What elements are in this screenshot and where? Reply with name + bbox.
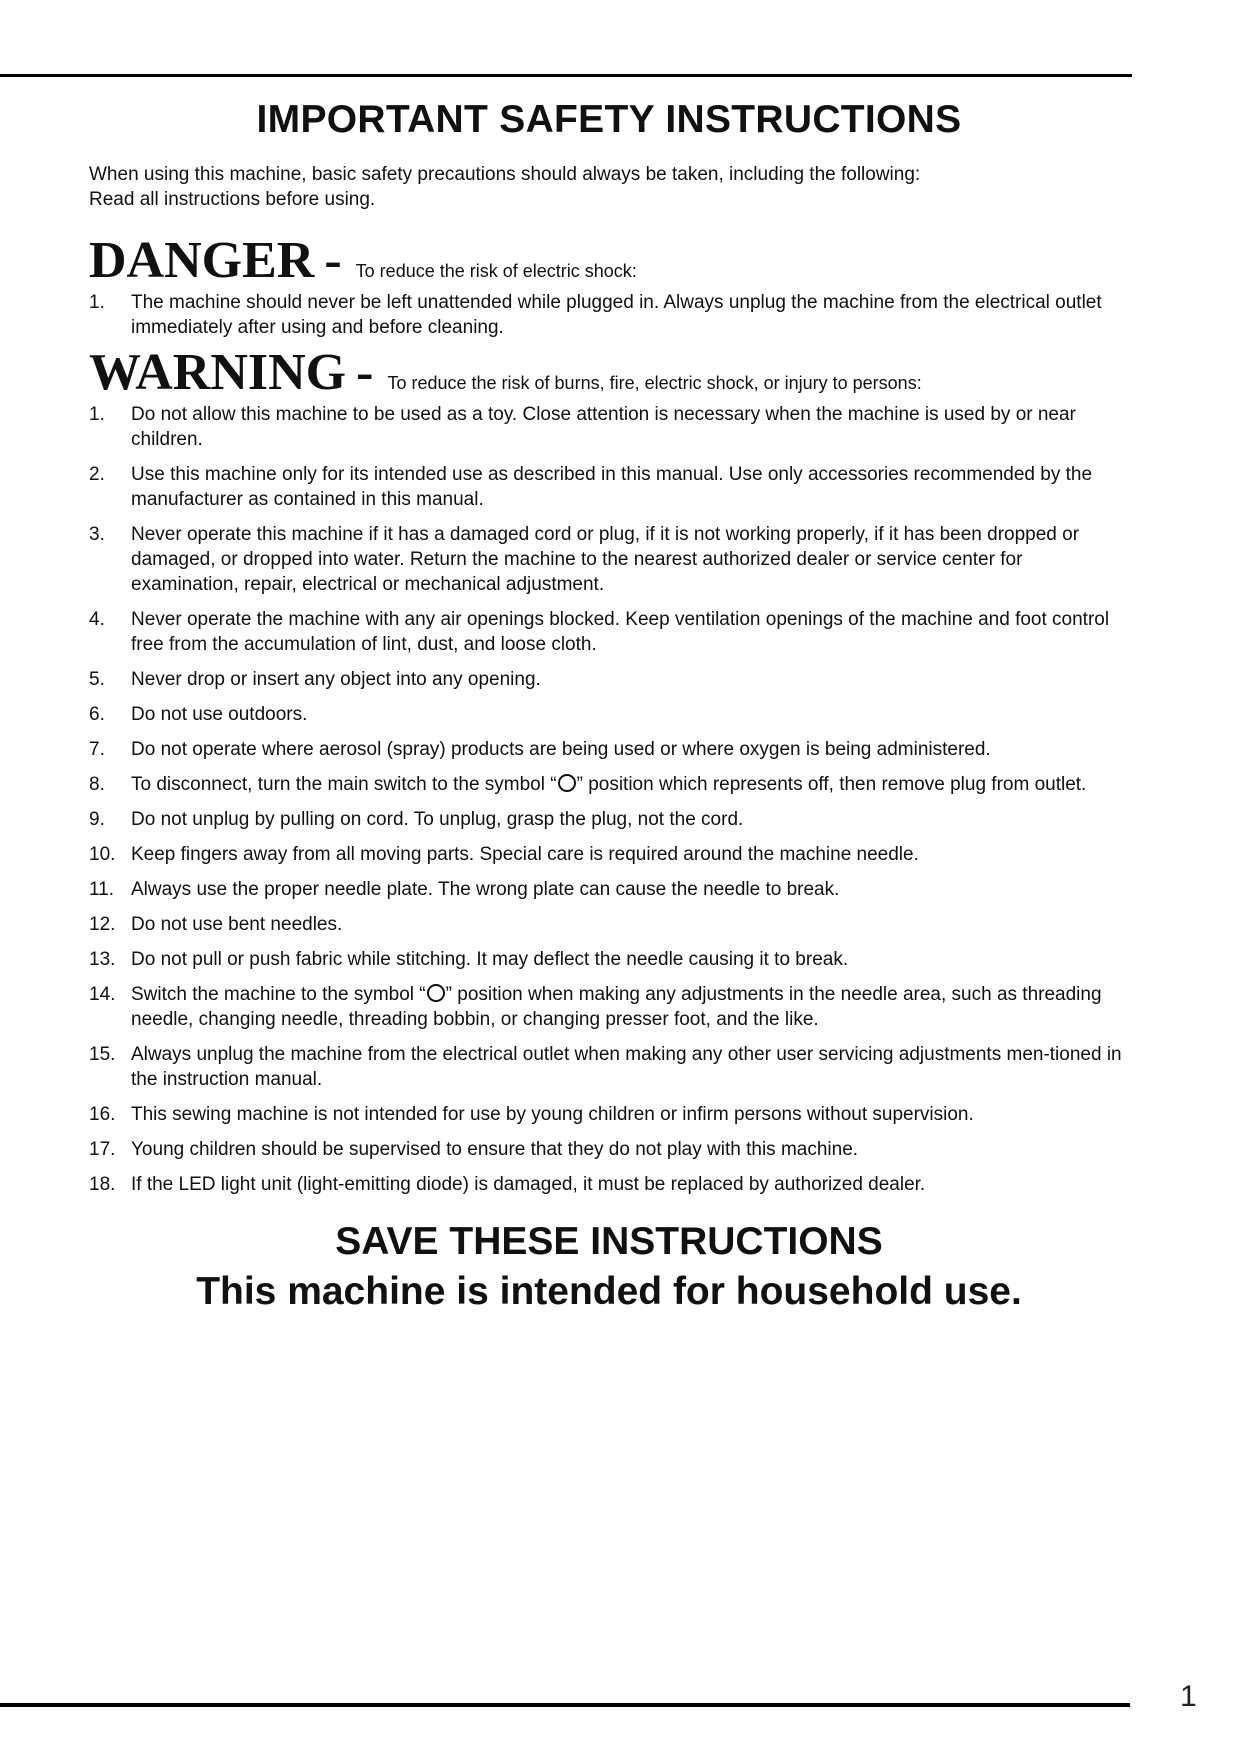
danger-list — [89, 290, 1129, 340]
list-item — [89, 402, 1129, 452]
item-number: 18. — [89, 1174, 116, 1195]
item-number: 11. — [89, 879, 115, 900]
off-symbol-icon — [558, 774, 576, 792]
item-number: 1. — [89, 292, 105, 313]
list-item — [89, 667, 1129, 692]
save-instructions-heading: SAVE THESE INSTRUCTIONS — [335, 1220, 883, 1263]
item-text: Always use the proper needle plate. The wrong plate can cause the needle to break. — [131, 879, 840, 900]
item-number: 5. — [89, 669, 105, 690]
list-item — [89, 982, 1129, 1032]
item-number: 16. — [89, 1104, 116, 1125]
warning-heading — [89, 344, 1129, 402]
intro-line-2: Read all instructions before using. — [89, 189, 376, 210]
item-text: Do not unplug by pulling on cord. To unplug, grasp the plug, not the cord. — [131, 809, 744, 830]
item-text: This sewing machine is not intended for use by young children or infirm persons without supervision. — [131, 1104, 974, 1125]
list-item — [89, 947, 1129, 972]
item-text: Never drop or insert any object into any opening. — [131, 669, 541, 690]
page-title: IMPORTANT SAFETY INSTRUCTIONS — [256, 98, 962, 141]
list-item — [89, 737, 1129, 762]
off-symbol-icon — [427, 984, 445, 1002]
danger-heading — [89, 232, 1129, 290]
item-number: 10. — [89, 844, 116, 865]
list-item — [89, 772, 1129, 797]
item-text: Always unplug the machine from the electrical outlet when making any other user servicing adjustments men-tioned in the instruction manual. — [131, 1044, 1122, 1090]
item-text-post: ” position which represents off, then remove plug from outlet. — [576, 774, 1087, 795]
list-item — [89, 807, 1129, 832]
warning-dash: - — [356, 344, 374, 401]
item-number: 1. — [89, 404, 105, 425]
list-item — [89, 1172, 1129, 1197]
item-number: 13. — [89, 949, 116, 970]
item-number: 15. — [89, 1044, 116, 1065]
danger-label: DANGER — [89, 232, 315, 289]
item-number: 4. — [89, 609, 105, 630]
household-use-heading: This machine is intended for household use. — [196, 1270, 1022, 1313]
bottom-rule — [0, 1703, 1130, 1707]
item-text: If the LED light unit (light-emitting diode) is damaged, it must be replaced by authorized dealer. — [131, 1174, 926, 1195]
page-number: 1 — [1180, 1680, 1197, 1713]
list-item — [89, 842, 1129, 867]
warning-list — [89, 402, 1129, 1197]
item-number: 9. — [89, 809, 105, 830]
list-item — [89, 1102, 1129, 1127]
item-text-pre: Switch the machine to the symbol “ — [131, 984, 426, 1005]
item-text-pre: To disconnect, turn the main switch to the symbol “ — [131, 774, 557, 795]
danger-subtitle: To reduce the risk of electric shock: — [355, 261, 637, 281]
item-text: Do not use outdoors. — [131, 704, 308, 725]
item-text: Young children should be supervised to ensure that they do not play with this machine. — [131, 1139, 859, 1160]
item-number: 12. — [89, 914, 116, 935]
item-number: 3. — [89, 524, 105, 545]
list-item — [89, 702, 1129, 727]
item-text: Never operate the machine with any air openings blocked. Keep ventilation openings of the machine and foot control free from the accumulation of lint, dust, and loose cloth. — [131, 609, 1110, 655]
item-number: 6. — [89, 704, 105, 725]
item-text-post: ” position when making any adjustments in the needle area, such as threading needle, changing needle, threading bobbin, or changing presser foot, and the like. — [131, 984, 1102, 1030]
warning-subtitle: To reduce the risk of burns, fire, electric shock, or injury to persons: — [387, 373, 922, 393]
item-text: Do not operate where aerosol (spray) products are being used or where oxygen is being administered. — [131, 739, 991, 760]
item-text: Do not pull or push fabric while stitching. It may deflect the needle causing it to break. — [131, 949, 849, 970]
item-text: Never operate this machine if it has a damaged cord or plug, if it is not working properly, if it has been dropped or damaged, or dropped into water. Return the machine to the nearest authorized dealer or service center for examination, repair, electrical or mechanical adjustment. — [131, 524, 1080, 595]
document-body — [89, 92, 1129, 1317]
list-item — [89, 607, 1129, 657]
item-number: 17. — [89, 1139, 116, 1160]
list-item — [89, 1042, 1129, 1092]
list-item — [89, 522, 1129, 597]
item-number: 14. — [89, 984, 116, 1005]
danger-dash: - — [324, 232, 342, 289]
list-item — [89, 462, 1129, 512]
list-item — [89, 1137, 1129, 1162]
item-number: 8. — [89, 774, 105, 795]
item-text: Keep fingers away from all moving parts. Special care is required around the machine needle. — [131, 844, 919, 865]
item-number: 2. — [89, 464, 105, 485]
intro-line-1: When using this machine, basic safety precautions should always be taken, including the following: — [89, 164, 921, 185]
item-text: Do not allow this machine to be used as a toy. Close attention is necessary when the machine is used by or near children. — [131, 404, 1076, 450]
list-item — [89, 877, 1129, 902]
top-rule — [0, 74, 1132, 77]
list-item — [89, 912, 1129, 937]
item-text: Use this machine only for its intended use as described in this manual. Use only accessories recommended by the manufacturer as contained in this manual. — [131, 464, 1093, 510]
item-text: Do not use bent needles. — [131, 914, 343, 935]
item-text: The machine should never be left unattended while plugged in. Always unplug the machine from the electrical outlet immediately after using and before cleaning. — [131, 292, 1102, 338]
list-item — [89, 290, 1129, 340]
item-number: 7. — [89, 739, 105, 760]
warning-label: WARNING — [89, 344, 347, 401]
